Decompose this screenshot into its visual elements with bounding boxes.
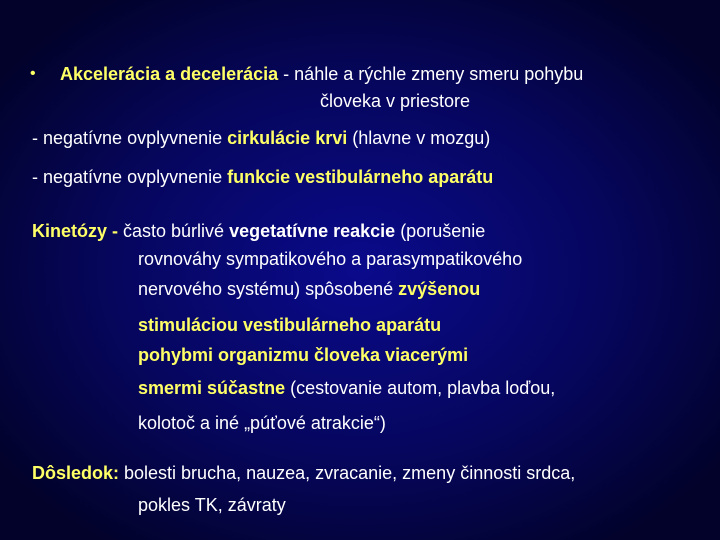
dosledok-text-1: bolesti brucha, nauzea, zvracanie, zmeny činnosti srdca, [119,463,576,483]
effect-line-1 [32,127,490,149]
term-pohybmi: pohybmi organizmu človeka viacerými [138,345,469,365]
bullet-text-2: človeka v priestore [320,91,471,111]
kinetozy-line-5 [138,344,468,366]
term-zvysenou: zvýšenou [398,279,481,299]
bullet-line-2 [320,90,470,112]
kinetozy-text-1c: (porušenie [395,221,486,241]
kinetozy-text-1a: často búrlivé [118,221,230,241]
term-dosledok: Dôsledok: [32,463,120,483]
bullet-text-1: - náhle a rýchle zmeny smeru pohybu [278,64,584,84]
kinetozy-line-2 [138,248,522,270]
kinetozy-line-4 [138,314,441,336]
term-stimulaciou: stimuláciou vestibulárneho aparátu [138,315,442,335]
kinetozy-line-7 [138,412,386,434]
kinetozy-text-6b: (cestovanie autom, plavba loďou, [285,378,556,398]
kinetozy-text-3a: nervového systému) spôsobené [138,279,399,299]
effect-2-prefix: - negatívne ovplyvnenie [32,167,228,187]
term-smermi-sucastne: smermi súčastne [138,378,286,398]
term-akceleracia: Akcelerácia a decelerácia [60,64,279,84]
kinetozy-text-7: kolotoč a iné „púťové atrakcie“) [138,413,386,433]
effect-1-prefix: - negatívne ovplyvnenie [32,128,228,148]
kinetozy-line-1 [32,220,485,242]
kinetozy-text-2: rovnováhy sympatikového a parasympatikového [138,249,523,269]
effect-1-suffix: (hlavne v mozgu) [347,128,491,148]
term-cirkulacie-krvi: cirkulácie krvi [227,128,348,148]
term-funkcie-vestibularneho: funkcie vestibulárneho aparátu [227,167,494,187]
dosledok-line-2 [138,494,286,516]
effect-line-2 [32,166,493,188]
kinetozy-line-6 [138,377,555,399]
term-kinetozy: Kinetózy - [32,221,119,241]
bullet-line-1 [60,63,583,85]
bullet-marker: • [30,65,36,82]
dosledok-line-1 [32,462,575,484]
term-vegetativne-reakcie: vegetatívne reakcie [229,221,396,241]
kinetozy-line-3 [138,278,480,300]
dosledok-text-2: pokles TK, závraty [138,495,286,515]
